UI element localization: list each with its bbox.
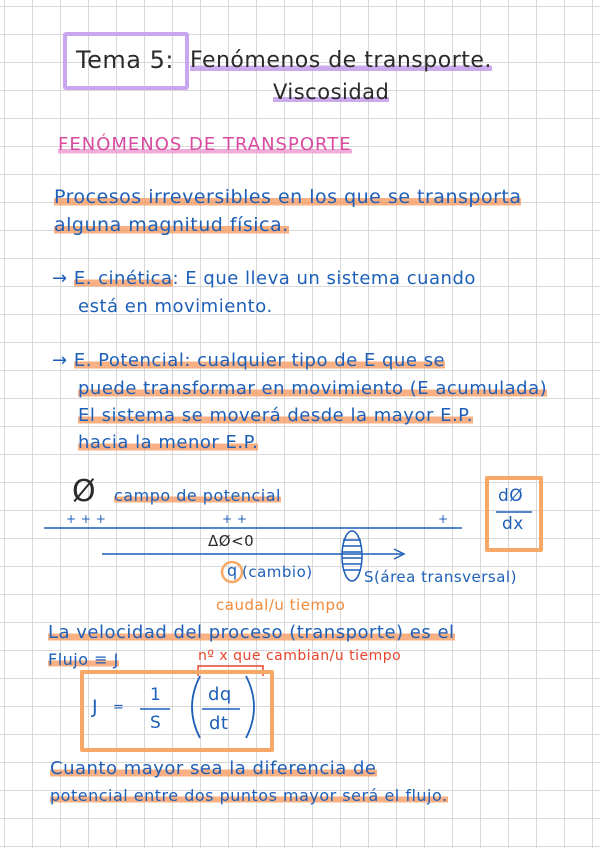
plus-right: + <box>438 512 449 526</box>
tema-text: Tema 5 <box>76 46 166 74</box>
formula-one: 1 <box>150 685 162 705</box>
conclusion-line-2: potencial entre dos puntos mayor será el flujo. <box>50 786 448 805</box>
plus-mid: + + <box>222 512 248 526</box>
conclusion-line-1: Cuanto mayor sea la diferencia de <box>50 758 377 779</box>
epotencial-rest: : cualquier tipo de E que se <box>184 350 446 371</box>
ecinetica-term: E. cinética <box>73 268 173 289</box>
flujo-note: nº x que cambian/u tiempo <box>198 648 402 664</box>
q-label: q <box>227 561 238 580</box>
epotencial-term: E. Potencial <box>73 350 185 371</box>
caudal-label: caudal/u tiempo <box>216 596 346 614</box>
epotencial-line-3: El sistema se moverá desde la mayor E.P. <box>78 405 473 426</box>
page-subtitle: Viscosidad <box>273 80 390 104</box>
gradient-denominator: dx <box>502 514 524 534</box>
arrow-right-icon: → <box>52 350 68 371</box>
tema-label <box>76 46 174 74</box>
campo-label: campo de potencial <box>114 486 281 505</box>
phi-symbol: Ø <box>72 474 97 509</box>
plus-left: + + + <box>66 512 107 526</box>
cambio-label: (cambio) <box>242 563 313 581</box>
section-heading: FENÓMENOS DE TRANSPORTE <box>58 134 352 155</box>
formula-equals: = <box>113 700 125 715</box>
flow-arrow-head <box>394 549 404 559</box>
formula-box <box>80 670 274 752</box>
gradient-numerator: dØ <box>498 486 524 506</box>
ecinetica-line-2: está en movimiento. <box>78 296 273 317</box>
tema-colon: : <box>165 46 174 74</box>
flujo-line-1: La velocidad del proceso (transporte) es el <box>48 622 455 643</box>
area-label: S(área transversal) <box>364 568 517 586</box>
delta-phi-label: ΔØ<0 <box>208 532 255 550</box>
formula-S: S <box>150 713 162 733</box>
page-title: Fenómenos de transporte. <box>190 48 492 73</box>
arrow-right-icon: → <box>52 268 68 289</box>
epotencial-line-2: puede transformar en movimiento (E acumulada) <box>78 378 548 399</box>
ecinetica-line-1 <box>52 268 476 289</box>
formula-dt: dt <box>209 713 229 734</box>
epotencial-line-4: hacia la menor E.P. <box>78 432 259 453</box>
definition-line-2: alguna magnitud física. <box>54 214 289 236</box>
ecinetica-rest: : E que lleva un sistema cuando <box>172 268 476 289</box>
flujo-line-2: Flujo ≡ J <box>48 650 119 669</box>
cross-section-ellipse <box>342 531 362 581</box>
definition-line-1: Procesos irreversibles en los que se transporta <box>54 186 522 208</box>
formula-J: J <box>92 696 99 718</box>
formula-dq: dq <box>208 684 232 705</box>
epotencial-line-1 <box>52 350 445 371</box>
